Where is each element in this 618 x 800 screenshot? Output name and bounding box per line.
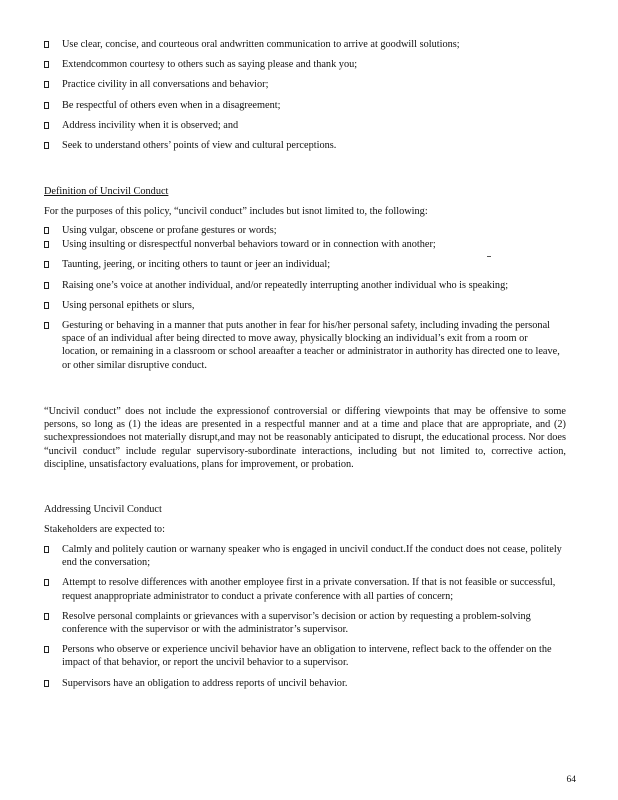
list-item: Using personal epithets or slurs, xyxy=(44,299,566,312)
list-item: Practice civility in all conversations and behavior; xyxy=(44,78,566,91)
list-item: Persons who observe or experience uncivil behavior have an obligation to intervene, reflect back to the offender on the impact of that behavior, or report the uncivil behavior to a supervisor. xyxy=(44,643,566,669)
list-item: Taunting, jeering, or inciting others to taunt or jeer an individual; xyxy=(44,258,566,271)
list-item: Using vulgar, obscene or profane gestures or words; xyxy=(44,224,566,237)
bullet-box-icon xyxy=(44,81,49,88)
exclusion-paragraph: “Uncivil conduct” does not include the expressionof controversial or differing viewpoints that may be offensive to some persons, so long as (1) the ideas are presented in a respectful manner and at a time and place that are appropriate, and (2) suchexpressiondoes not materially disrupt,and may not be reasonably anticipated to disrupt, the educational process. Nor does “uncivil conduct” include regular supervisory-subordinate interactions, including but not limited to, corrective action, discipline, unsatisfactory evaluations, plans for improvement, or probation. xyxy=(44,406,566,470)
bullet-box-icon xyxy=(44,122,49,129)
list-item: Using insulting or disrespectful nonverbal behaviors toward or in connection with another; xyxy=(44,238,566,251)
list-item: Attempt to resolve differences with another employee first in a private conversation. If that is not feasible or successful, request anappropriate administrator to conduct a private conference with all parties of concern; xyxy=(44,576,566,602)
page-number: 64 xyxy=(566,775,576,785)
bullet-box-icon xyxy=(44,546,49,553)
bullet-box-icon xyxy=(44,261,49,268)
addressing-intro: Stakeholders are expected to: xyxy=(44,524,165,535)
bullet-box-icon xyxy=(44,302,49,309)
civility-expectations-list xyxy=(44,38,566,159)
definition-intro: For the purposes of this policy, “uncivil conduct” includes but isnot limited to, the following: xyxy=(44,206,428,217)
list-item: Address incivility when it is observed; and xyxy=(44,119,566,132)
list-item: Calmly and politely caution or warnany speaker who is engaged in uncivil conduct.If the conduct does not cease, politely end the conversation; xyxy=(44,543,566,569)
list-item: Raising one’s voice at another individual, and/or repeatedly interrupting another individual who is speaking; xyxy=(44,279,566,292)
list-item: Use clear, concise, and courteous oral andwritten communication to arrive at goodwill solutions; xyxy=(44,38,566,51)
list-item: Gesturing or behaving in a manner that puts another in fear for his/her personal safety, including invading the personal space of an individual after being directed to move away, physically blocking an individual’s exit from a room or location, or remaining in a classroom or school areaafter a teacher or administrator in authority has directed one to leave, or other similar disruptive conduct. xyxy=(44,319,566,372)
uncivil-conduct-list xyxy=(44,224,566,379)
bullet-box-icon xyxy=(44,579,49,586)
bullet-box-icon xyxy=(44,282,49,289)
bullet-box-icon xyxy=(44,227,49,234)
stray-mark xyxy=(487,256,491,257)
bullet-box-icon xyxy=(44,241,49,248)
list-item: Seek to understand others’ points of view and cultural perceptions. xyxy=(44,139,566,152)
bullet-box-icon xyxy=(44,646,49,653)
addressing-heading: Addressing Uncivil Conduct xyxy=(44,504,162,515)
bullet-box-icon xyxy=(44,102,49,109)
bullet-box-icon xyxy=(44,680,49,687)
bullet-box-icon xyxy=(44,613,49,620)
bullet-box-icon xyxy=(44,142,49,149)
stakeholder-expectations-list xyxy=(44,543,566,697)
list-item: Resolve personal complaints or grievances with a supervisor’s decision or action by requesting a problem-solving conference with the supervisor or with the administrator’s supervisor. xyxy=(44,610,566,636)
definition-heading: Definition of Uncivil Conduct xyxy=(44,186,169,197)
bullet-box-icon xyxy=(44,322,49,329)
list-item: Extendcommon courtesy to others such as saying please and thank you; xyxy=(44,58,566,71)
bullet-box-icon xyxy=(44,41,49,48)
list-item: Be respectful of others even when in a disagreement; xyxy=(44,99,566,112)
bullet-box-icon xyxy=(44,61,49,68)
list-item: Supervisors have an obligation to address reports of uncivil behavior. xyxy=(44,677,566,690)
